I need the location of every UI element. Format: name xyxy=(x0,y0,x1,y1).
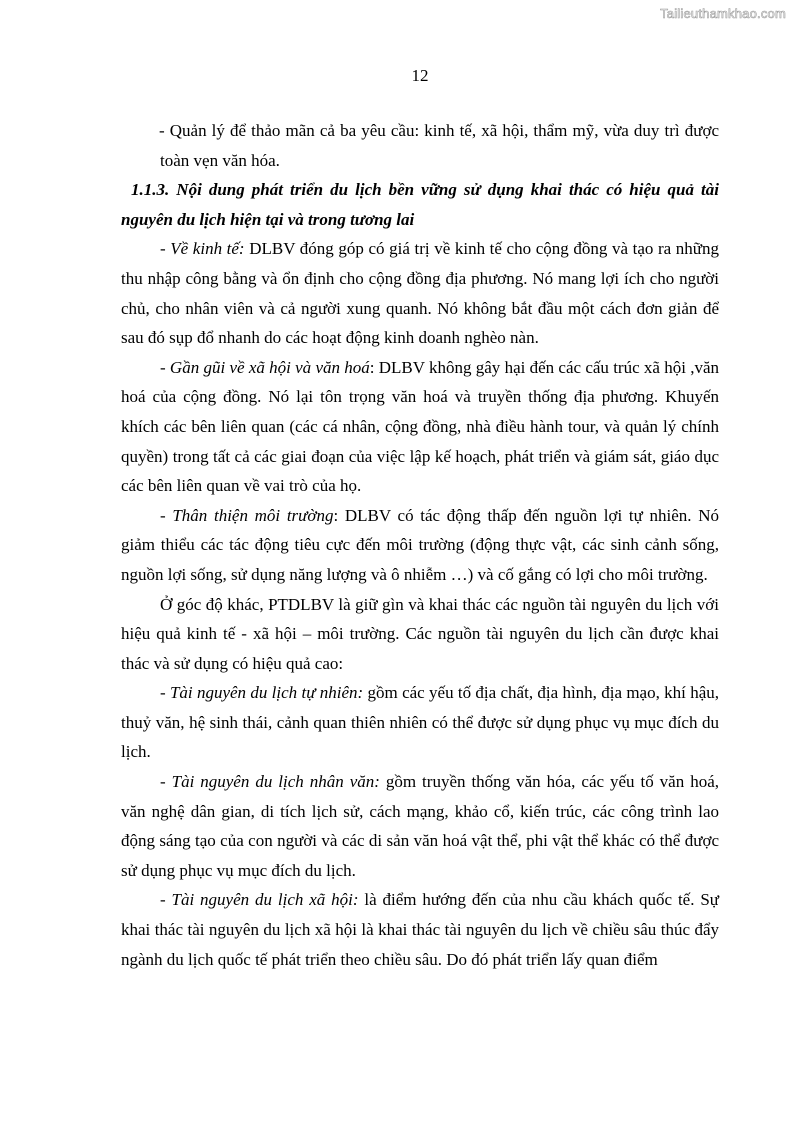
paragraph-label: - Tài nguyên du lịch xã hội: xyxy=(160,890,359,910)
page-number: 12 xyxy=(411,66,429,85)
document-body xyxy=(121,116,719,974)
paragraph-text: gồm các yếu tố địa chất, địa hình, địa mạo, khí hậu, thuỷ văn, hệ sinh thái, cảnh quan thiên nhiên có thể được sử dụng phục vụ mục đích du lịch. xyxy=(121,683,719,762)
paragraph-society-culture xyxy=(121,353,719,501)
paragraph-label: - Về kinh tế: xyxy=(160,239,245,259)
paragraph-natural-resources xyxy=(121,678,719,767)
paragraph-social-resources xyxy=(121,885,719,974)
paragraph-text: gồm truyền thống văn hóa, các yếu tố văn hoá, văn nghệ dân gian, di tích lịch sử, cách mạng, khảo cổ, kiến trúc, các công trình lao động sáng tạo của con người và các di sản văn hoá vật thể, phi vật thể khác có thể được sử dụng phục vụ mục đích du lịch. xyxy=(121,772,719,880)
paragraph-text: : DLBV không gây hại đến các cấu trúc xã hội ,văn hoá của cộng đồng. Nó lại tôn trọng văn hoá và truyền thống địa phương. Khuyến khích các bên liên quan (các cá nhân, cộng đồng, nhà điều hành tour, và quản lý chính quyền) trong tất cả các giai đoạn của việc lập kế hoạch, phát triển và giám sát, giáo dục các bên liên quan về vai trò của họ. xyxy=(121,357,719,496)
paragraph-text: Ở góc độ khác, PTDLBV là giữ gìn và khai thác các nguồn tài nguyên du lịch với hiệu quả kinh tế - xã hội – môi trường. Các nguồn tài nguyên du lịch cần được khai thác và sử dụng có hiệu quả cao: xyxy=(121,594,719,673)
paragraph-text: là điểm hướng đến của nhu cầu khách quốc tế. Sự khai thác tài nguyên du lịch xã hội là khai thác tài nguyên du lịch về chiều sâu thúc đẩy ngành du lịch quốc tế phát triển theo chiều sâu. Do đó phát triển lấy quan điểm xyxy=(121,890,719,969)
paragraph-other-perspective xyxy=(121,590,719,679)
paragraph-text: DLBV đóng góp có giá trị về kinh tế cho cộng đồng và tạo ra những thu nhập công bằng và ổn định cho cộng đồng địa phương. Nó mang lợi ích cho người chủ, cho nhân viên và cả người xung quanh. Nó không bắt đầu một cách đơn giản để sau đó sụp đổ nhanh do các hoạt động kinh doanh nghèo nàn. xyxy=(121,239,719,348)
paragraph-label: - Gần gũi về xã hội và văn hoá xyxy=(160,357,370,377)
paragraph-text: : DLBV có tác động thấp đến nguồn lợi tự nhiên. Nó giảm thiểu các tác động tiêu cực đến môi trường (động thực vật, các sinh cảnh sống, nguồn lợi sống, sử dụng năng lượng và ô nhiễm …) và cố gắng có lợi cho môi trường. xyxy=(121,505,719,584)
section-heading: 1.1.3. Nội dung phát triển du lịch bền vững sử dụng khai thác có hiệu quả tài nguyên du lịch hiện tại và trong tương lai xyxy=(121,180,719,229)
paragraph-label: - Tài nguyên du lịch nhân văn: xyxy=(160,772,380,792)
paragraph-cultural-resources xyxy=(121,767,719,885)
paragraph-economy xyxy=(121,234,719,352)
watermark: Tailieuthamkhao.com xyxy=(660,6,786,21)
intro-paragraph: - Quản lý để thảo mãn cả ba yêu cầu: kinh tế, xã hội, thẩm mỹ, vừa duy trì được toàn vẹn văn hóa. xyxy=(159,121,719,170)
paragraph-environment xyxy=(121,501,719,590)
paragraph-label: - Thân thiện môi trường xyxy=(160,505,334,525)
paragraph-label: - Tài nguyên du lịch tự nhiên: xyxy=(160,683,364,703)
